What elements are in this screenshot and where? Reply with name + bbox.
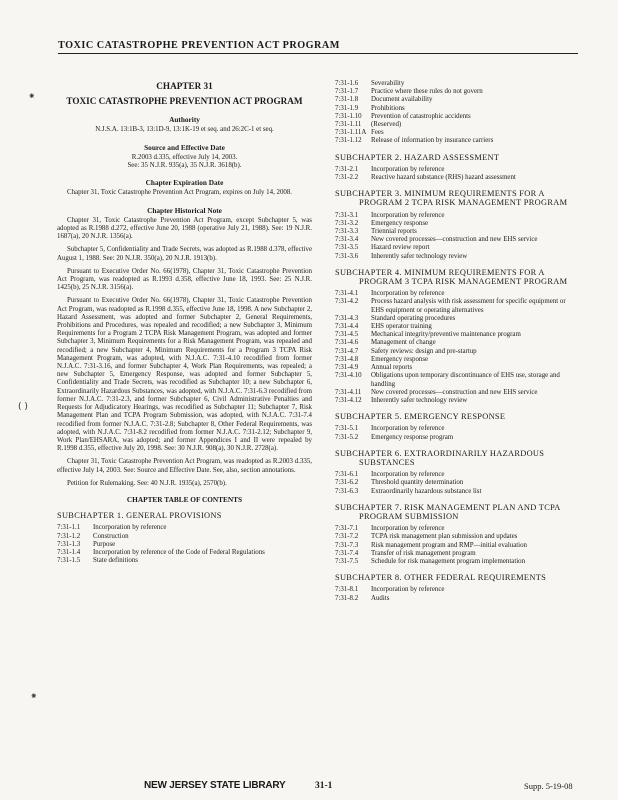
toc-left	[57, 511, 312, 565]
section-title: Incorporation by reference	[371, 211, 445, 219]
section-title: Incorporation by reference	[93, 524, 167, 532]
toc-entry	[335, 479, 579, 487]
section-number: 7:31-8.1	[335, 586, 359, 594]
authority-heading: Authority	[169, 115, 200, 125]
section-title: Reactive hazard substance (RHS) hazard assessment	[371, 174, 516, 182]
chapter-number: CHAPTER 31	[156, 81, 213, 91]
section-title: Transfer of risk management program	[371, 549, 476, 557]
section-title: Incorporation by reference	[371, 290, 445, 298]
section-number: 7:31-1.2	[57, 532, 81, 540]
section-number: 7:31-1.11	[335, 121, 362, 129]
toc-entry	[57, 541, 312, 549]
section-title: Mechanical integrity/preventive maintenance program	[371, 331, 521, 339]
section-number: 7:31-3.1	[335, 211, 359, 219]
toc-entry	[335, 96, 579, 104]
left-column	[57, 80, 312, 565]
section-title: Inherently safer technology review	[371, 396, 468, 404]
section-number: 7:31-6.3	[335, 487, 359, 495]
section-title: Emergency response	[371, 355, 429, 363]
margin-mark: ( )	[18, 402, 28, 412]
toc-entry	[335, 372, 579, 388]
margin-mark: ⁕	[28, 92, 36, 102]
section-title: Incorporation by reference	[371, 471, 445, 479]
toc-entry	[335, 253, 579, 261]
section-number: 7:31-5.1	[335, 425, 359, 433]
section-number: 7:31-4.1	[335, 290, 359, 298]
footer-library: NEW JERSEY STATE LIBRARY	[144, 780, 286, 791]
subchapter-title: SUBCHAPTER 5. EMERGENCY RESPONSE	[335, 412, 506, 422]
section-title: EHS operator training	[371, 323, 432, 331]
subchapter-title: SUBCHAPTER 4. MINIMUM REQUIREMENTS FOR A PROGRAM 3 TCPA RISK MANAGEMENT PROGRAM	[335, 267, 568, 287]
toc-entry	[335, 339, 579, 347]
margin-mark: ⁕	[30, 692, 38, 702]
toc-entry	[335, 220, 579, 228]
expiration-text: Chapter 31, Toxic Catastrophe Prevention Act Program, expires on July 14, 2008.	[67, 189, 293, 197]
toc-entry	[335, 113, 579, 121]
right-column	[335, 80, 579, 603]
section-title: Prevention of catastrophic accidents	[371, 112, 471, 120]
section-title: Schedule for risk management program implementation	[371, 557, 526, 565]
section-title: Threshold quantity determination	[371, 479, 464, 487]
section-title: Emergency response program	[371, 433, 454, 441]
section-title: Fees	[371, 129, 384, 137]
section-number: 7:31-3.2	[335, 219, 359, 227]
section-title: Release of information by insurance carriers	[371, 137, 494, 145]
chapter-title: TOXIC CATASTROPHE PREVENTION ACT PROGRAM	[66, 96, 303, 107]
section-title: Emergency response	[371, 219, 429, 227]
subchapter-title: SUBCHAPTER 3. MINIMUM REQUIREMENTS FOR A PROGRAM 2 TCPA RISK MANAGEMENT PROGRAM	[335, 189, 568, 208]
toc-entry	[335, 105, 579, 113]
section-title: New covered processes—construction and new EHS service	[371, 236, 538, 244]
toc-entry	[335, 80, 579, 88]
section-title: Incorporation by reference	[371, 425, 445, 433]
section-title: Extraordinarily hazardous substance list	[371, 487, 482, 495]
section-title: Purpose	[93, 540, 116, 548]
toc-entry	[57, 533, 312, 541]
toc-entry	[57, 549, 312, 557]
section-title: TCPA risk management plan submission and updates	[371, 533, 518, 541]
section-number: 7:31-3.4	[335, 236, 359, 244]
toc-entry	[335, 533, 579, 541]
section-number: 7:31-4.12	[335, 396, 362, 404]
section-title: Incorporation by reference	[371, 165, 445, 173]
toc-entry	[335, 389, 579, 397]
toc-entry	[335, 595, 579, 603]
history-heading: Chapter Historical Note	[147, 205, 222, 215]
section-number: 7:31-4.6	[335, 339, 359, 347]
section-title: Process hazard analysis with risk assessment for specific equipment or EHS equipment or operating alternatives	[371, 298, 566, 314]
section-number: 7:31-3.6	[335, 252, 359, 260]
section-title: Incorporation by reference of the Code of Federal Regulations	[93, 548, 265, 556]
section-number: 7:31-7.3	[335, 541, 359, 549]
section-title: Severability	[371, 80, 405, 87]
section-number: 7:31-4.9	[335, 364, 359, 372]
toc-entry	[335, 331, 579, 339]
toc-entry	[57, 557, 312, 565]
subchapter-title: SUBCHAPTER 7. RISK MANAGEMENT PLAN AND TCPA PROGRAM SUBMISSION	[335, 502, 561, 521]
toc-entry	[335, 174, 579, 182]
subchapter-title: SUBCHAPTER 1. GENERAL PROVISIONS	[57, 511, 222, 521]
section-number: 7:31-1.8	[335, 96, 359, 104]
toc-heading: CHAPTER TABLE OF CONTENTS	[126, 494, 243, 504]
authority-text: N.J.S.A. 13:1B-3, 13:1D-9, 13:1K-19 et seq. and 26:2C-1 et seq.	[95, 126, 274, 134]
section-number: 7:31-2.1	[335, 165, 359, 173]
section-title: Incorporation by reference	[371, 525, 445, 533]
history-paragraph: Pursuant to Executive Order No. 66(1978), Chapter 31, Toxic Catastrophe Prevention Act Program, was readopted as R.1993 d.358, effective June 18, 1993. See: 25 N.J.R. 1425(b), 25 N.J.R. 3156(a).	[57, 267, 312, 292]
section-title: Prohibitions	[371, 104, 405, 112]
section-title: Management of change	[371, 339, 436, 347]
history-paragraph: Pursuant to Executive Order No. 66(1978), Chapter 31, Toxic Catastrophe Prevention Act Program, was readopted as R.1998 d.355, effective June 18, 1998. A new Subchapter 2, Hazard Assessment, was adopted and former Subchapter 2, General Requirements, Prohibitions and Procedures, was repealed and recodified; a new Subchapter 3, Minimum Requirements for a Program 2 TCPA Risk Management Program, was adopted and former Subchapter 3, Minimum Requirements for a Risk Management Program, was repealed and recodified; a new Subchapter 4, Minimum Requirements for a Program 3 TCPA Risk Management Program, was adopted, with N.J.A.C. 7:31-4.10 recodified from former N.J.A.C. 7:31-3.16, and former Subchapter 4, Work Plan Requirements, was repealed; a new Subchapter 5, Emergency Response, was adopted and former Subchapter 5, Confidentiality and Trade Secrets, was recodified as Subchapter 10; a new Subchapter 6, Extraordinarily Hazardous Substances, was adopted, with N.J.A.C. 7:31-6.3 recodified from former N.J.A.C. 7:31-2.3, and former Subchapter 6, Civil Administrative Penalties and Requests for Adjudicatory Hearings, was recodified as Subchapter 11; Subchapter 7, Risk Management Plan and TCPA Program Submission, was adopted, with N.J.A.C. 7:31-7.4 recodified from former N.J.A.C. 7:31-2.8; Subchapter 8, Other Federal Requirements, was adopted, with N.J.A.C. 7:31-8.2 recodified from former N.J.A.C. 7:31-2.12; Subchapter 9, Work Plan/EHSARA, was adopted; and former Appendices I and II were repealed by R.1998 d.355, effective July 20, 1998. See: 30 N.J.R. 908(a), 30 N.J.R. 2728(a).	[57, 297, 312, 453]
expiration-heading: Chapter Expiration Date	[145, 178, 224, 188]
toc-entry	[335, 434, 579, 442]
section-number: 7:31-1.10	[335, 112, 362, 120]
section-number: 7:31-7.4	[335, 549, 359, 557]
source-heading: Source and Effective Date	[144, 142, 225, 152]
history-paragraph: Subchapter 5, Confidentiality and Trade Secrets, was adopted as R.1988 d.378, effective August 1, 1988. See: 20 N.J.R. 350(a), 20 N.J.R. 1913(b).	[57, 246, 312, 262]
source-line: R.2003 d.335, effective July 14, 2003.	[131, 153, 238, 161]
petition-text: Petition for Rulemaking. See: 40 N.J.R. 1935(a), 2570(b).	[67, 479, 227, 487]
section-number: 7:31-4.11	[335, 388, 362, 396]
toc-entry	[335, 121, 579, 129]
section-number: 7:31-4.5	[335, 331, 359, 339]
section-number: 7:31-1.12	[335, 137, 362, 145]
section-title: Construction	[93, 532, 129, 540]
toc-entry	[335, 550, 579, 558]
section-number: 7:31-4.3	[335, 314, 359, 322]
toc-entry	[335, 471, 579, 479]
toc-entry	[335, 315, 579, 323]
toc-entry	[335, 364, 579, 372]
section-title: Safety reviews: design and pre-startup	[371, 347, 477, 355]
section-number: 7:31-6.1	[335, 471, 359, 479]
toc-entry	[335, 525, 579, 533]
toc-entry	[335, 397, 579, 405]
toc-entry	[335, 425, 579, 433]
section-number: 7:31-7.1	[335, 525, 359, 533]
toc-entry	[335, 290, 579, 298]
section-number: 7:31-2.2	[335, 174, 359, 182]
section-number: 7:31-1.3	[57, 540, 81, 548]
toc-entry	[57, 524, 312, 532]
toc-entry	[335, 488, 579, 496]
section-title: Inherently safer technology review	[371, 252, 468, 260]
toc-entry	[335, 137, 579, 145]
section-number: 7:31-1.1	[57, 524, 81, 532]
section-number: 7:31-1.9	[335, 104, 359, 112]
subchapter-title: SUBCHAPTER 2. HAZARD ASSESSMENT	[335, 152, 500, 162]
section-number: 7:31-4.4	[335, 323, 359, 331]
section-title: Incorporation by reference	[371, 586, 445, 594]
toc-entry	[335, 88, 579, 96]
section-title: New covered processes—construction and new EHS service	[371, 388, 538, 396]
section-number: 7:31-1.6	[335, 80, 359, 87]
toc-entry	[335, 586, 579, 594]
section-title: Annual reports	[371, 364, 413, 372]
section-title: State definitions	[93, 557, 138, 565]
subchapter-title: SUBCHAPTER 8. OTHER FEDERAL REQUIREMENTS	[335, 573, 547, 583]
section-title: Standard operating procedures	[371, 314, 456, 322]
source-line: See: 35 N.J.R. 935(a), 35 N.J.R. 3618(b).	[127, 162, 242, 170]
toc-entry	[335, 542, 579, 550]
section-number: 7:31-8.2	[335, 594, 359, 602]
section-number: 7:31-3.5	[335, 244, 359, 252]
section-number: 7:31-4.2	[335, 298, 359, 306]
history-paragraph: Chapter 31, Toxic Catastrophe Prevention Act Program, except Subchapter 5, was adopted as R.1988 d.272, effective June 20, 1988 (operative July 21, 1988). See: 19 N.J.R. 1687(a), 20 N.J.R. 1356(a).	[57, 216, 312, 241]
toc-entry	[335, 298, 579, 314]
toc-entry	[335, 356, 579, 364]
section-number: 7:31-3.3	[335, 228, 359, 236]
section-number: 7:31-4.8	[335, 355, 359, 363]
toc-entry	[335, 228, 579, 236]
toc-entry	[335, 129, 579, 137]
section-title: Document availability	[371, 96, 433, 104]
section-number: 7:31-5.2	[335, 433, 359, 441]
toc-entry	[335, 323, 579, 331]
section-number: 7:31-7.5	[335, 557, 359, 565]
section-title: Hazard review report	[371, 244, 430, 252]
section-title: Obligations upon temporary discontinuance of EHS use, storage and handling	[371, 372, 560, 388]
section-number: 7:31-1.4	[57, 548, 81, 556]
section-title: Triennial reports	[371, 228, 417, 236]
toc-right	[335, 80, 579, 603]
toc-entry	[335, 348, 579, 356]
toc-entry	[335, 166, 579, 174]
toc-entry	[335, 212, 579, 220]
section-number: 7:31-1.7	[335, 88, 359, 96]
section-number: 7:31-6.2	[335, 479, 359, 487]
toc-entry	[335, 558, 579, 566]
section-title: Practice where these rules do not govern	[371, 88, 483, 96]
toc-entry	[335, 244, 579, 252]
running-header: TOXIC CATASTROPHE PREVENTION ACT PROGRAM	[58, 40, 578, 54]
history-paragraph: Chapter 31, Toxic Catastrophe Prevention Act Program, was readopted as R.2003 d.335, effective July 14, 2003. See: Source and Effective Date. See, also, section annotations.	[57, 458, 312, 474]
section-number: 7:31-4.10	[335, 372, 362, 380]
section-title: (Reserved)	[371, 121, 402, 129]
section-number: 7:31-1.11A	[335, 129, 367, 137]
section-title: Audits	[371, 594, 390, 602]
section-number: 7:31-1.5	[57, 557, 81, 565]
supplement-date: Supp. 5-19-08	[524, 781, 573, 791]
subchapter-title: SUBCHAPTER 6. EXTRAORDINARILY HAZARDOUS SUBSTANCES	[335, 448, 545, 467]
section-number: 7:31-7.2	[335, 533, 359, 541]
page-number: 31-1	[315, 781, 333, 791]
section-title: Risk management program and RMP—initial evaluation	[371, 541, 527, 549]
toc-entry	[335, 236, 579, 244]
section-number: 7:31-4.7	[335, 347, 359, 355]
